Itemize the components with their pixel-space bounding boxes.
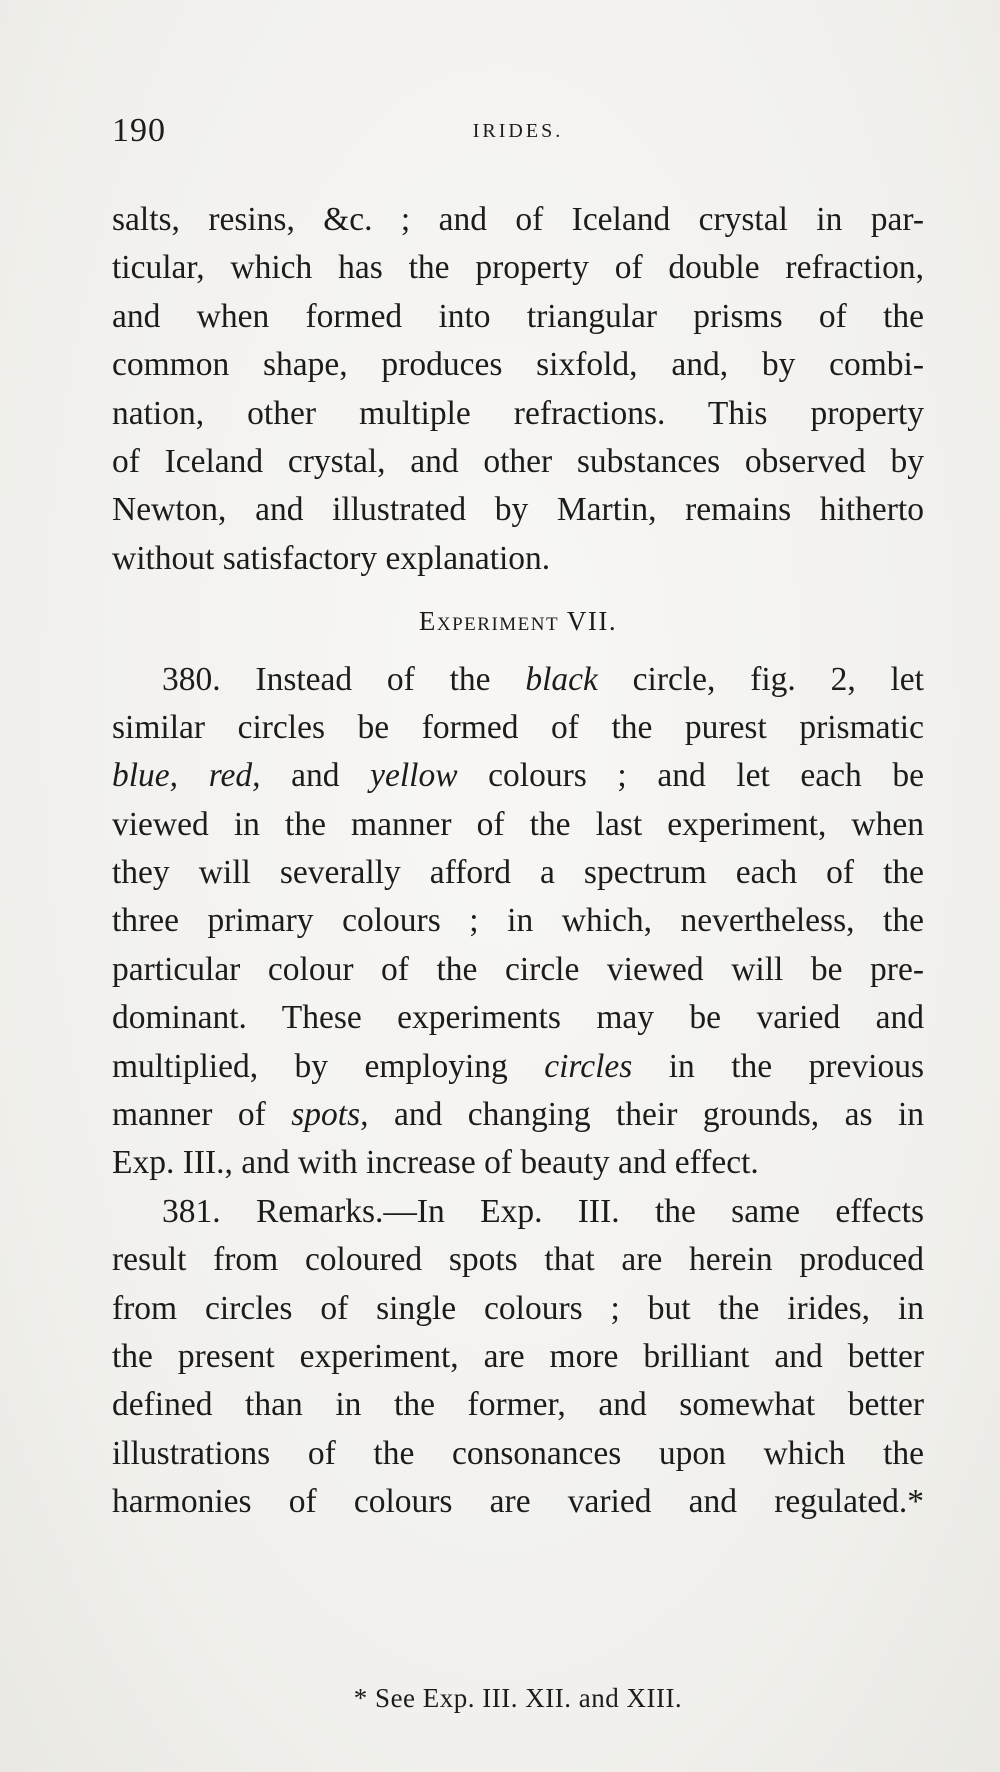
text-line: and when formed into triangular prisms of the <box>112 297 924 335</box>
text-line: three primary colours ; in which, nevertheless, the <box>112 902 924 940</box>
text-line: 380. Instead of the black circle, fig. 2, let <box>162 660 924 698</box>
text-line: without satisfactory explanation. <box>112 539 551 577</box>
text-line: dominant. These experiments may be varied and <box>112 999 924 1037</box>
text-line: common shape, produces sixfold, and, by combi- <box>112 346 924 384</box>
text-line: Newton, and illustrated by Martin, remains hitherto <box>112 491 924 529</box>
text-line: nation, other multiple refractions. This property <box>112 394 924 432</box>
text-line: the present experiment, are more brilliant and better <box>112 1337 924 1375</box>
text-line: they will severally afford a spectrum each of the <box>112 854 924 892</box>
text-line: from circles of single colours ; but the irides, in <box>112 1289 924 1327</box>
text-line: of Iceland crystal, and other substances observed by <box>112 442 924 480</box>
text-line: ticular, which has the property of double refraction, <box>112 249 924 287</box>
section-heading: Experiment VII. <box>418 606 618 637</box>
running-title: IRIDES. <box>472 120 564 142</box>
text-line: Exp. III., and with increase of beauty and effect. <box>112 1144 759 1182</box>
text-line: viewed in the manner of the last experiment, when <box>112 805 924 843</box>
text-line: salts, resins, &c. ; and of Iceland crystal in par- <box>112 201 924 238</box>
text-line: defined than in the former, and somewhat better <box>112 1386 924 1424</box>
text-line: 381. Remarks.—In Exp. III. the same effects <box>162 1192 924 1230</box>
text-line: result from coloured spots that are herein produced <box>112 1241 924 1279</box>
footnote: * See Exp. III. XII. and XIII. <box>353 1683 683 1713</box>
text-line: multiplied, by employing circles in the previous <box>112 1047 924 1085</box>
body-text <box>112 196 924 1527</box>
page-number: 190 <box>112 112 166 149</box>
text-line: particular colour of the circle viewed will be pre- <box>112 950 924 988</box>
text-line: manner of spots, and changing their grounds, as in <box>112 1096 924 1134</box>
text-line: similar circles be formed of the purest prismatic <box>112 708 924 746</box>
text-line: harmonies of colours are varied and regulated.* <box>112 1483 924 1521</box>
text-line: blue, red, and yellow colours ; and let each be <box>112 757 924 795</box>
page-header <box>112 112 924 152</box>
text-line: illustrations of the consonances upon which the <box>112 1434 924 1472</box>
